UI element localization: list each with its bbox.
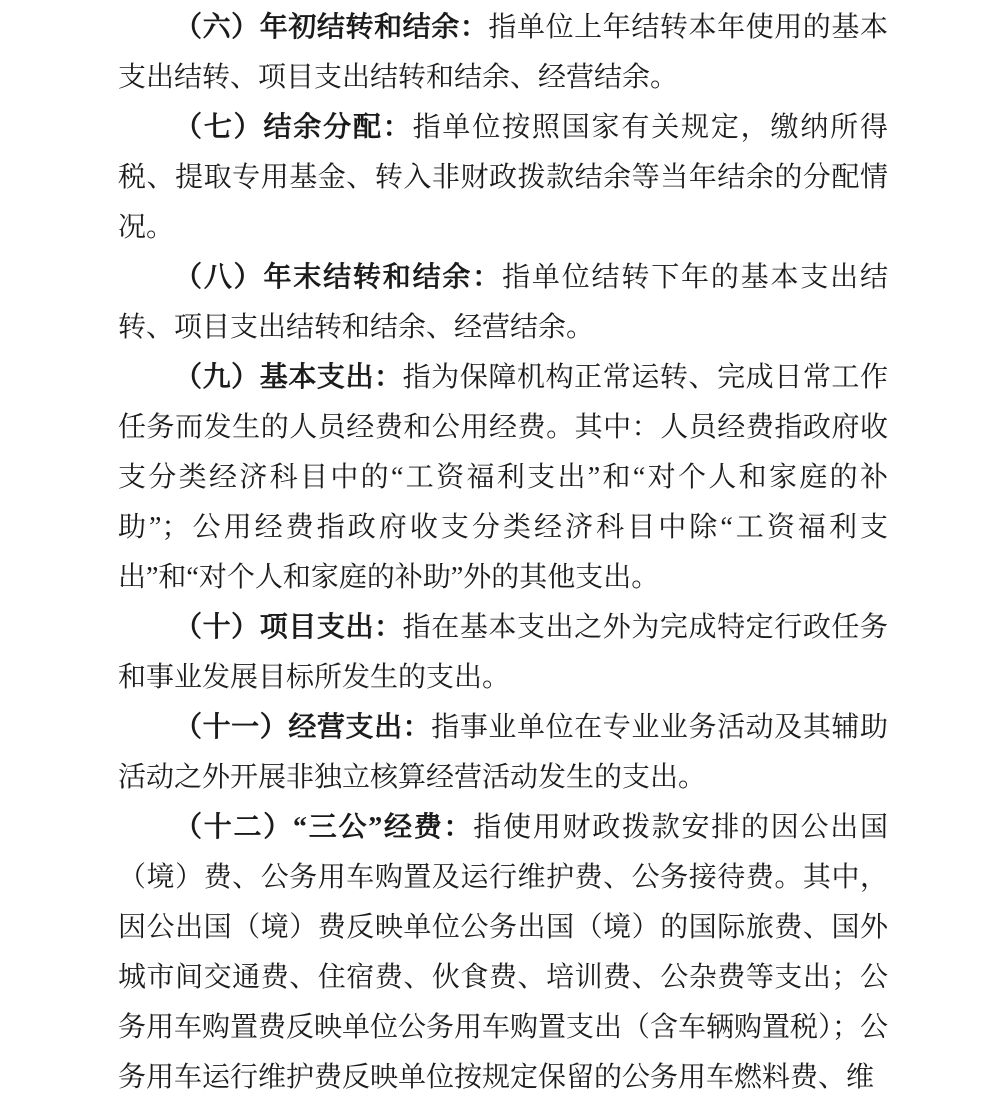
- paragraph-item-12: [118, 803, 888, 1103]
- paragraph-label: （十）项目支出：: [174, 612, 403, 643]
- paragraph-label: （九）基本支出：: [174, 362, 403, 393]
- paragraph-item-9: [118, 353, 888, 603]
- paragraph-label: （六）年初结转和结余：: [174, 12, 489, 43]
- paragraph-label: （七）结余分配：: [174, 112, 413, 143]
- paragraph-body: 指单位按照国家有关规定，缴纳所得税、提取专用基金、转入非财政拨款结余等当年结余的分配情况。: [118, 112, 888, 243]
- paragraph-label: （十二）“三公”经费：: [174, 812, 474, 843]
- paragraph-body: 指在基本支出之外为完成特定行政任务和事业发展目标所发生的支出。: [118, 612, 888, 693]
- paragraph-body: 指事业单位在专业业务活动及其辅助活动之外开展非独立核算经营活动发生的支出。: [118, 712, 888, 793]
- paragraph-body: 指单位结转下年的基本支出结转、项目支出结转和结余、经营结余。: [118, 262, 888, 343]
- paragraph-item-10: [118, 603, 888, 703]
- paragraph-item-7: [118, 103, 888, 253]
- paragraph-item-11: [118, 703, 888, 803]
- paragraph-label: （十一）经营支出：: [174, 712, 432, 743]
- paragraph-label: （八）年末结转和结余：: [174, 262, 503, 293]
- paragraph-body: 指使用财政拨款安排的因公出国（境）费、公务用车购置及运行维护费、公务接待费。其中，因公出国（境）费反映单位公务出国（境）的国际旅费、国外城市间交通费、住宿费、伙食费、培训费、公杂费等支出；公务用车购置费反映单位公务用车购置支出（含车辆购置税）；公务用车运行维护费反映单位按规定保留的公务用车燃料费、维: [118, 812, 889, 1093]
- paragraph-item-6: [118, 3, 888, 103]
- paragraph-body: 指单位上年结转本年使用的基本支出结转、项目支出结转和结余、经营结余。: [118, 12, 888, 93]
- paragraph-item-8: [118, 253, 888, 353]
- paragraph-body: 指为保障机构正常运转、完成日常工作任务而发生的人员经费和公用经费。其中：人员经费指政府收支分类经济科目中的“工资福利支出”和“对个人和家庭的补助”；公用经费指政府收支分类经济科目中除“工资福利支出”和“对个人和家庭的补助”外的其他支出。: [118, 362, 888, 593]
